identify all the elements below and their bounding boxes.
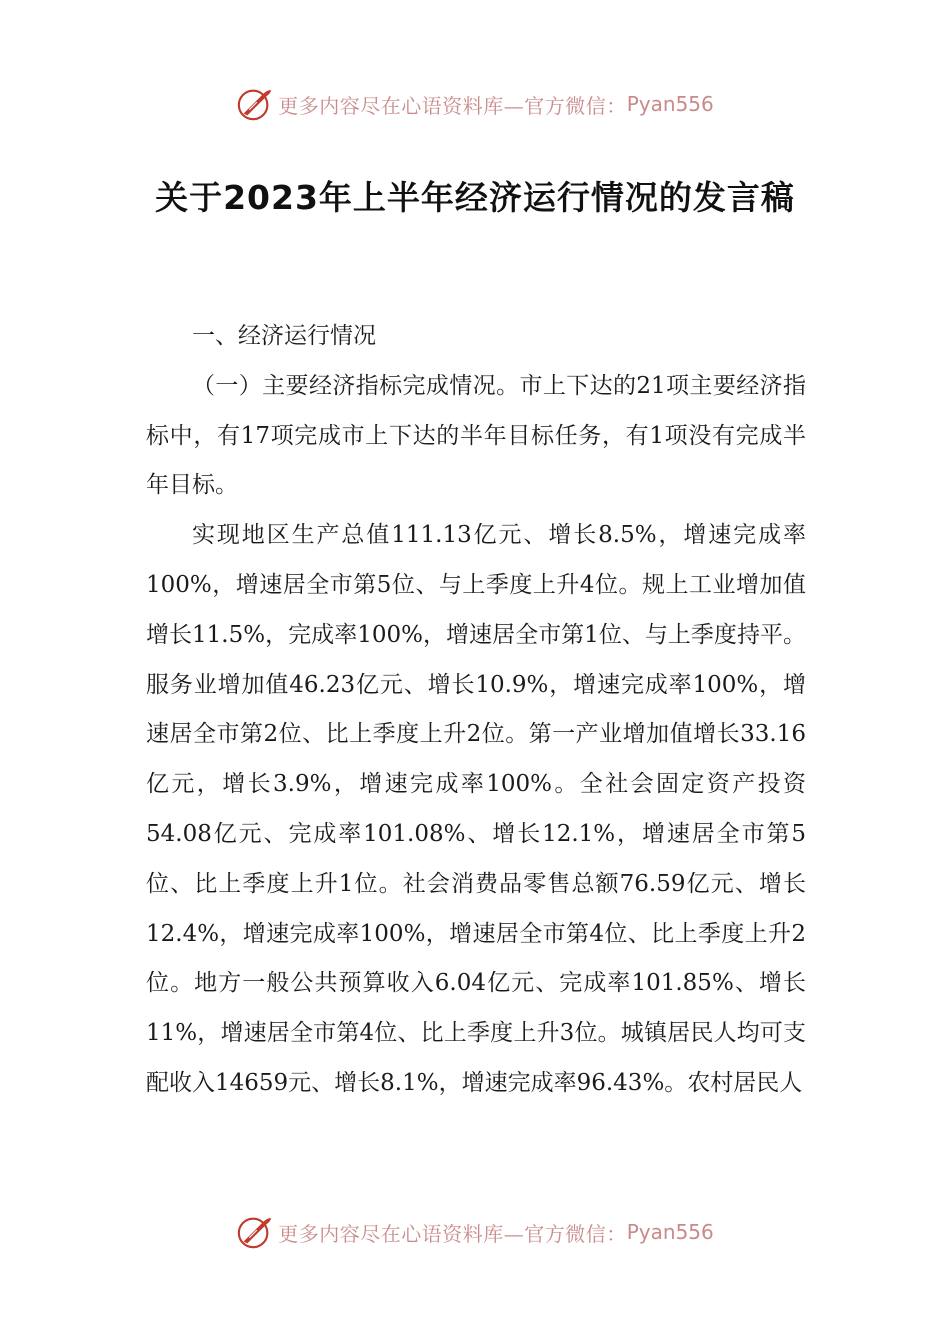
section-heading: 一、经济运行情况 [192, 323, 376, 349]
quill-logo-icon [236, 85, 274, 123]
document-title: 关于2023年上半年经济运行情况的发言稿 [155, 178, 795, 217]
footer-banner [0, 1212, 950, 1252]
banner-wechat-id: Pyan556 [626, 1220, 714, 1244]
banner-slogan: 更多内容尽在心语资料库—官方微信： [278, 93, 627, 118]
banner-wechat-id: Pyan556 [626, 92, 714, 116]
document-body [146, 312, 806, 1109]
paragraph-indicators: （一）主要经济指标完成情况。市上下达的21项主要经济指标中，有17项完成市上下达的半年目标任务，有1项没有完成半年目标。 [146, 372, 806, 499]
banner-slogan: 更多内容尽在心语资料库—官方微信： [278, 1221, 627, 1246]
header-banner [0, 84, 950, 124]
paragraph-details: 实现地区生产总值111.13亿元、增长8.5%，增速完成率100%，增速居全市第5位、与上季度上升4位。规上工业增加值增长11.5%，完成率100%，增速居全市第1位、与上季度持平。服务业增加值46.23亿元、增长10.9%，增速完成率100%，增速居全市第2位、比上季度上升2位。第一产业增加值增长33.16亿元，增长3.9%，增速完成率100%。全社会固定资产投资54.08亿元、完成率101.08%、增长12.1%，增速居全市第5位、比上季度上升1位。社会消费品零售总额76.59亿元、增长12.4%，增速完成率100%，增速居全市第4位、比上季度上升2位。地方一般公共预算收入6.04亿元、完成率101.85%、增长11%，增速居全市第4位、比上季度上升3位。城镇居民人均可支配收入14659元、增长8.1%，增速完成率96.43%。农村居民人 [146, 522, 806, 1096]
quill-logo-icon [236, 1213, 274, 1251]
